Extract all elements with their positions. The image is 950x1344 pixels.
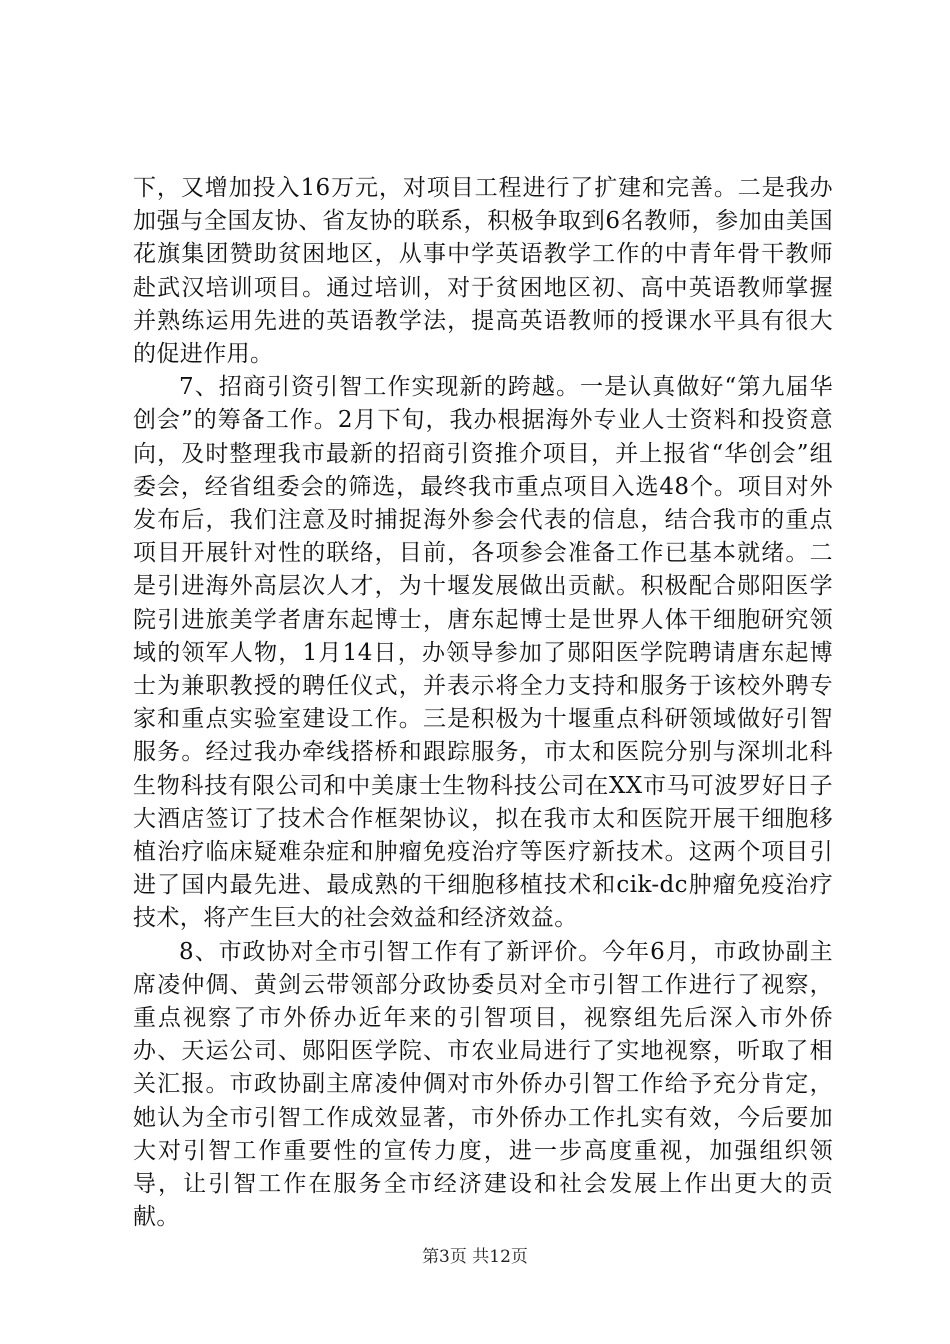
- document-body: [133, 172, 833, 1235]
- paragraph-item-8: 8、市政协对全市引智工作有了新评价。今年6月，市政协副主席凌仲倜、黄剑云带领部分政协委员对全市引智工作进行了视察，重点视察了市外侨办近年来的引智项目，视察组先后深入市外侨办、天运公司、郧阳医学院、市农业局进行了实地视察，听取了相关汇报。市政协副主席凌仲倜对市外侨办引智工作给予充分肯定，她认为全市引智工作成效显著，市外侨办工作扎实有效，今后要加大对引智工作重要性的宣传力度，进一步高度重视，加强组织领导，让引智工作在服务全市经济建设和社会发展上作出更大的贡献。: [133, 938, 833, 1231]
- paragraph-continuation: 下，又增加投入16万元，对项目工程进行了扩建和完善。二是我办加强与全国友协、省友协的联系，积极争取到6名教师，参加由美国花旗集团赞助贫困地区，从事中学英语教学工作的中青年骨干教师赴武汉培训项目。通过培训，对于贫困地区初、高中英语教师掌握并熟练运用先进的英语教学法，提高英语教师的授课水平具有很大的促进作用。: [133, 175, 833, 368]
- page-number-footer: 第3页 共12页: [422, 1247, 528, 1267]
- paragraph-item-7: 7、招商引资引智工作实现新的跨越。一是认真做好“第九届华创会”的筹备工作。2月下旬，我办根据海外专业人士资料和投资意向，及时整理我市最新的招商引资推介项目，并上报省“华创会”组委会，经省组委会的筛选，最终我市重点项目入选48个。项目对外发布后，我们注意及时捕捉海外参会代表的信息，结合我市的重点项目开展针对性的联络，目前，各项参会准备工作已基本就绪。二是引进海外高层次人才，为十堰发展做出贡献。积极配合郧阳医学院引进旅美学者唐东起博士，唐东起博士是世界人体干细胞研究领域的领军人物，1月14日，办领导参加了郧阳医学院聘请唐东起博士为兼职教授的聘任仪式，并表示将全力支持和服务于该校外聘专家和重点实验室建设工作。三是积极为十堰重点科研领域做好引智服务。经过我办牵线搭桥和跟踪服务，市太和医院分别与深圳北科生物科技有限公司和中美康士生物科技公司在XX市马可波罗好日子大酒店签订了技术合作框架协议，拟在我市太和医院开展干细胞移植治疗临床疑难杂症和肿瘤免疫治疗等医疗新技术。这两个项目引进了国内最先进、最成熟的干细胞移植技术和cik-dc肿瘤免疫治疗技术，将产生巨大的社会效益和经济效益。: [133, 374, 833, 932]
